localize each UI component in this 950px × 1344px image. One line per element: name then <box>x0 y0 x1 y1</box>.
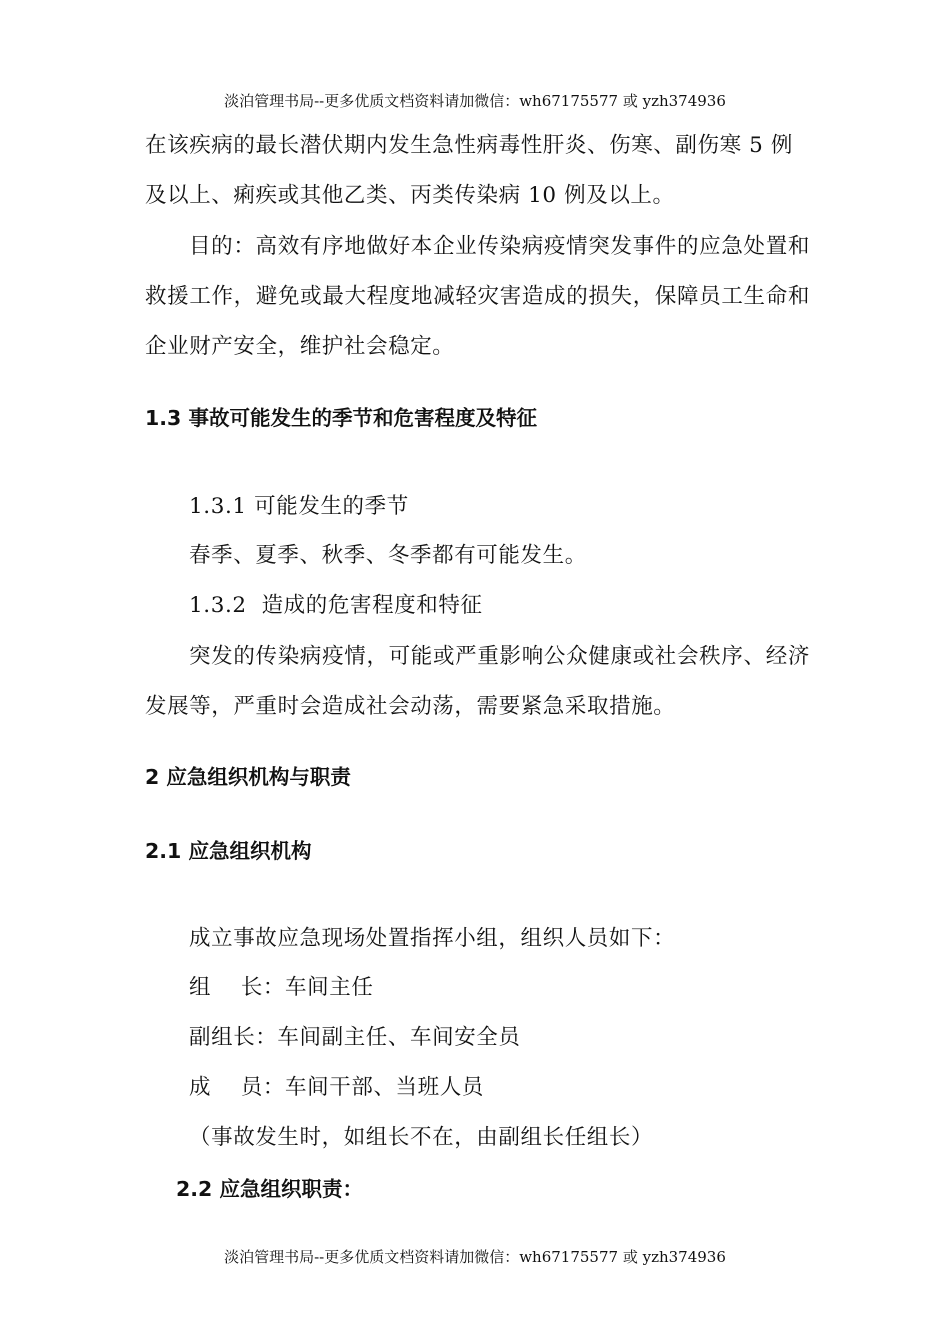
continued-text-line-2: 及以上、痢疾或其他乙类、丙类传染病 10 例及以上。 <box>145 183 675 208</box>
note-line: （事故发生时，如组长不在，由副组长任组长） <box>189 1125 654 1150</box>
seasons-text: 春季、夏季、秋季、冬季都有可能发生。 <box>189 543 587 568</box>
harm-paragraph: 突发的传染病疫情，可能或严重影响公众健康或社会秩序、经济发展等，严重时会造成社会动荡，需要紧急采取措施。 <box>145 644 810 719</box>
section-heading-2-2: 2.2 应急组织职责： <box>176 1177 363 1201</box>
section-heading-2: 2 应急组织机构与职责 <box>145 765 351 789</box>
page-footer: 淡泊管理书局--更多优质文档资料请加微信：wh67175577 或 yzh374936 <box>224 1248 726 1266</box>
deputy-leader-line: 副组长：车间副主任、车间安全员 <box>189 1025 521 1050</box>
members-line: 成 员：车间干部、当班人员 <box>189 1075 484 1100</box>
continued-text-line-1: 在该疾病的最长潜伏期内发生急性病毒性肝炎、伤寒、副伤寒 5 例 <box>145 133 793 158</box>
page-header: 淡泊管理书局--更多优质文档资料请加微信：wh67175577 或 yzh374936 <box>224 92 726 110</box>
leader-line: 组 长：车间主任 <box>189 975 374 1000</box>
section-heading-1-3: 1.3 事故可能发生的季节和危害程度及特征 <box>145 406 537 430</box>
subheading-1-3-1: 1.3.1 可能发生的季节 <box>189 494 409 519</box>
section-heading-2-1: 2.1 应急组织机构 <box>145 839 312 863</box>
purpose-paragraph: 目的：高效有序地做好本企业传染病疫情突发事件的应急处置和救援工作，避免或最大程度地减轻灾害造成的损失，保障员工生命和企业财产安全，维护社会稳定。 <box>145 234 810 359</box>
subheading-1-3-2: 1.3.2 造成的危害程度和特征 <box>189 593 483 618</box>
org-intro-text: 成立事故应急现场处置指挥小组，组织人员如下： <box>189 926 676 951</box>
